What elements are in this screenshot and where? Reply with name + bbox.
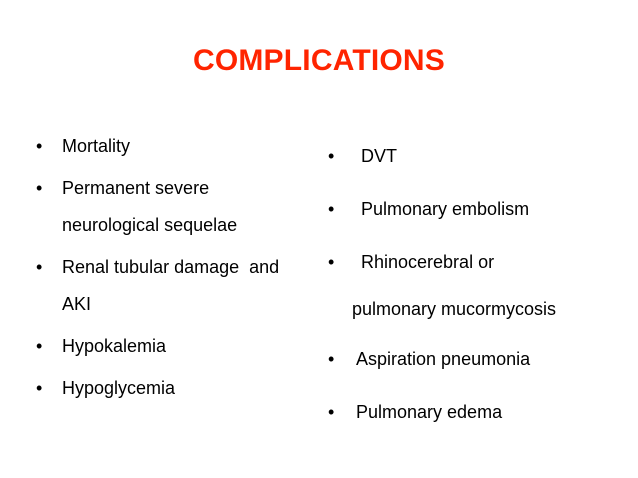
bullet-icon: • (36, 336, 43, 356)
list-item-text: Hypokalemia (62, 336, 167, 356)
list-item (324, 138, 624, 175)
list-item-text: Renal tubular damage and (62, 257, 280, 277)
bullet-icon: • (328, 402, 335, 422)
list-item (34, 328, 306, 365)
bullet-icon: • (36, 136, 43, 156)
list-item (324, 341, 624, 378)
list-item (34, 128, 306, 165)
list-item-text: Aspiration pneumonia (356, 349, 531, 369)
list-item-text: DVT (356, 146, 398, 166)
list-item (34, 170, 306, 244)
list-item (324, 191, 624, 228)
list-item-text-continued: neurological sequelae (62, 215, 238, 235)
list-item-text-continued: AKI (62, 294, 92, 314)
list-item (34, 370, 306, 407)
bullet-icon: • (36, 257, 43, 277)
list-item-text: Hypoglycemia (62, 378, 176, 398)
left-bullet-list (34, 128, 306, 412)
bullet-icon: • (36, 378, 43, 398)
list-item-text: Mortality (62, 136, 131, 156)
list-item (324, 244, 624, 328)
bullet-icon: • (328, 252, 335, 272)
list-item-text-continued: pulmonary mucormycosis (352, 299, 557, 319)
list-item-text: Pulmonary edema (356, 402, 503, 422)
list-item-text: Permanent severe (62, 178, 210, 198)
list-item (34, 249, 306, 323)
list-item-text: Rhinocerebral or (356, 252, 495, 272)
slide-title: COMPLICATIONS (192, 44, 446, 77)
bullet-icon: • (36, 178, 43, 198)
list-item (324, 394, 624, 431)
bullet-icon: • (328, 199, 335, 219)
right-bullet-list (324, 138, 624, 447)
bullet-icon: • (328, 349, 335, 369)
list-item-text: Pulmonary embolism (356, 199, 530, 219)
bullet-icon: • (328, 146, 335, 166)
